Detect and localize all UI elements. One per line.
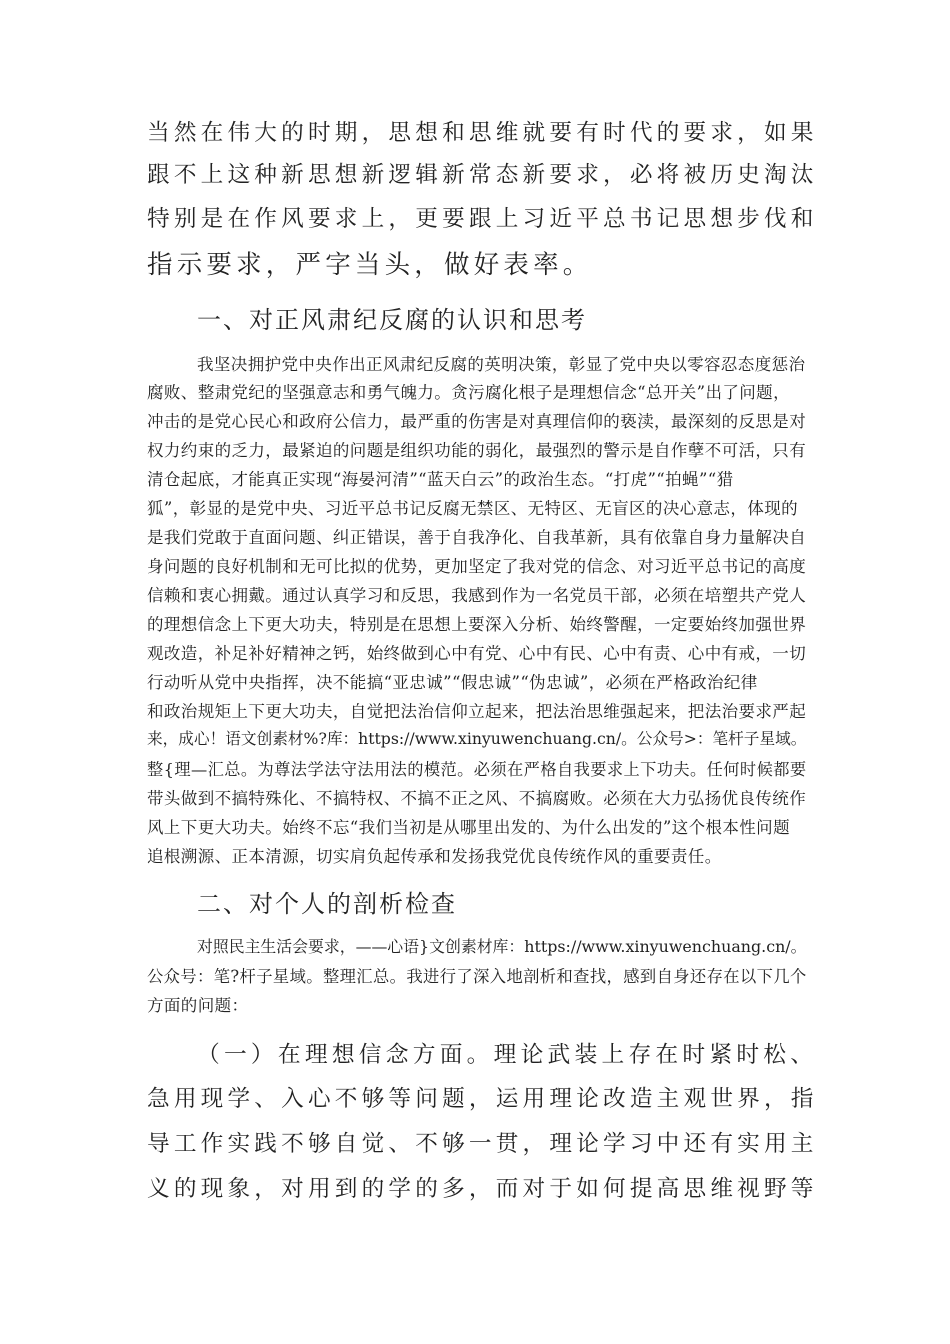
body-line: 腐败、整肃党纪的坚强意志和勇气魄力。贪污腐化根子是理想信念“总开关”出了问题， (147, 383, 790, 402)
intro-line: 跟不上这种新思想新逻辑新常态新要求，必将被历史淘汰 (147, 162, 818, 188)
body-line-large: 急用现学、入心不够等问题，运用理论改造主观世界，指 (147, 1086, 818, 1112)
body-line: 公众号：笔?杆子星域。整理汇总。我进行了深入地剖析和查找，感到自身还存在以下几个 (147, 967, 807, 986)
body-line: 来，成心！语文创素材%?库：https://www.xinyuwenchuang.cn/。公众号>：笔杆子星域。 (147, 729, 807, 748)
body-line: 我坚决拥护党中央作出正风肃纪反腐的英明决策，彰显了党中央以零容忍态度惩治 (197, 355, 806, 374)
body-line: 狐”，彰显的是党中央、习近平总书记反腐无禁区、无特区、无盲区的决心意志，体现的 (147, 499, 799, 518)
body-line: 和政治规矩上下更大功夫，自觉把法治信仰立起来，把法治思维强起来，把法治要求严起 (147, 702, 807, 721)
body-line: 带头做到不搞特殊化、不搞特权、不搞不正之风、不搞腐败。必须在大力弘扬优良传统作 (147, 789, 807, 808)
section-heading-2: 二、对个人的剖析检查 (197, 890, 457, 918)
body-line: 的理想信念上下更大功夫，特别是在思想上要深入分析、始终警醒，一定要始终加强世界 (147, 615, 807, 634)
body-line-large: 导工作实践不够自觉、不够一贯，理论学习中还有实用主 (147, 1131, 818, 1157)
intro-line: 当然在伟大的时期，思想和思维就要有时代的要求，如果 (147, 120, 818, 146)
body-line: 对照民主生活会要求，——心语}文创素材库：https://www.xinyuwenchuang.cn/。 (197, 937, 807, 956)
body-line-large: 义的现象，对用到的学的多，而对于如何提高思维视野等 (147, 1176, 818, 1202)
body-line: 身问题的良好机制和无可比拟的优势，更加坚定了我对党的信念、对习近平总书记的高度 (147, 557, 807, 576)
body-line-large: （一）在理想信念方面。理论武装上存在时紧时松、 (197, 1042, 818, 1068)
body-line: 是我们党敢于直面问题、纠正错误，善于自我净化、自我革新，具有依靠自身力量解决自 (147, 528, 807, 547)
body-line: 信赖和衷心拥戴。通过认真学习和反思，我感到作为一名党员干部，必须在培塑共产党人 (147, 586, 807, 605)
body-line: 追根溯源、正本清源，切实肩负起传承和发扬我党优良传统作风的重要责任。 (147, 847, 722, 866)
section-heading-1: 一、对正风肃纪反腐的认识和思考 (197, 306, 587, 334)
intro-line: 特别是在作风要求上，更要跟上习近平总书记思想步伐和 (147, 206, 818, 232)
body-line: 方面的问题： (147, 996, 249, 1015)
body-line: 权力约束的乏力，最紧迫的问题是组织功能的弱化，最强烈的警示是自作孽不可活，只有 (147, 441, 807, 460)
body-line: 清仓起底，才能真正实现“海晏河清”“蓝天白云”的政治生态。“打虎”“拍蝇”“猎 (147, 470, 734, 489)
body-line: 风上下更大功夫。始终不忘“我们当初是从哪里出发的、为什么出发的”这个根本性问题 (147, 818, 790, 837)
body-line: 整{理—汇总。为尊法学法守法用法的模范。必须在严格自我要求上下功夫。任何时候都要 (147, 760, 807, 779)
intro-line: 指示要求，严字当头，做好表率。 (147, 250, 593, 280)
body-line: 观改造，补足补好精神之钙，始终做到心中有党、心中有民、心中有责、心中有戒，一切 (147, 644, 807, 663)
body-line: 行动听从党中央指挥，决不能搞“亚忠诚”“假忠诚”“伪忠诚”，必须在严格政治纪律 (147, 673, 758, 692)
body-line: 冲击的是党心民心和政府公信力，最严重的伤害是对真理信仰的亵渎，最深刻的反思是对 (147, 412, 807, 431)
